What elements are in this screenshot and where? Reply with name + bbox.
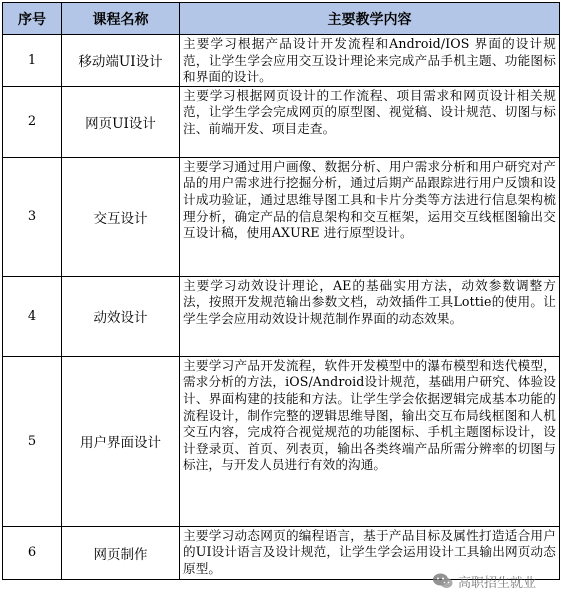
course-content: 主要学习根据网页设计的工作流程、项目需求和网页设计相关规范，让学生学会完成网页的原型图、视觉稿、设计规范、切图与标注、前端开发、项目走查。 <box>180 86 560 157</box>
course-table <box>2 2 560 580</box>
watermark-text: 高职招生就业 <box>458 575 537 591</box>
table-row <box>3 276 560 356</box>
course-name: 动效设计 <box>62 276 180 356</box>
row-number: 3 <box>3 157 62 276</box>
course-name: 用户界面设计 <box>62 356 180 526</box>
course-content: 主要学习根据产品设计开发流程和Android/IOS 界面的设计规范，让学生学会应用交互设计理论来完成产品手机主题、功能图标和界面的设计。 <box>180 35 560 87</box>
course-content: 主要学习通过用户画像、数据分析、用户需求分析和用户研究对产品的用户需求进行挖掘分析，通过后期产品跟踪进行用户反馈和设计成功验证，通过思维导图工具和卡片分类等方法进行信息架构梳理分析，确定产品的信息架构和交互框架，运用交互线框图输出交互设计稿，使用AXURE 进行原型设计。 <box>180 157 560 276</box>
table-row <box>3 35 560 87</box>
row-number: 6 <box>3 526 62 579</box>
wechat-icon <box>432 572 454 590</box>
course-name: 网页UI设计 <box>62 86 180 157</box>
table-row <box>3 86 560 157</box>
course-name: 网页制作 <box>62 526 180 579</box>
watermark <box>432 569 536 593</box>
header-main-content: 主要教学内容 <box>180 3 560 35</box>
header-course-name: 课程名称 <box>62 3 180 35</box>
course-name: 交互设计 <box>62 157 180 276</box>
table-row <box>3 356 560 526</box>
row-number: 4 <box>3 276 62 356</box>
table-header-row <box>3 3 560 35</box>
course-content: 主要学习动效设计理论，AE的基础实用方法，动效参数调整方法，按照开发规范输出参数文档，动效插件工具Lottie的使用。让学生学会应用动效设计规范制作界面的动态效果。 <box>180 276 560 356</box>
row-number: 1 <box>3 35 62 87</box>
row-number: 2 <box>3 86 62 157</box>
course-content: 主要学习动态网页的编程语言，基于产品目标及属性打造适合用户的UI设计语言及设计规范，让学生学会运用设计工具输出网页动态原型。 <box>180 526 560 579</box>
row-number: 5 <box>3 356 62 526</box>
header-number: 序号 <box>3 3 62 35</box>
table-row <box>3 157 560 276</box>
course-content: 主要学习产品开发流程，软件开发模型中的瀑布模型和迭代模型，需求分析的方法，iOS/Android设计规范，基础用户研究、体验设计、界面构建的技能和方法。让学生学会依据逻辑完成基本功能的流程设计，制作完整的逻辑思维导图，输出交互布局线框图和人机交互内容，完成符合视觉规范的功能图标、手机主题图标设计，设计登录页、首页、列表页，输出各类终端产品所需分辨率的切图与标注，与开发人员进行有效的沟通。 <box>180 356 560 526</box>
course-name: 移动端UI设计 <box>62 35 180 87</box>
